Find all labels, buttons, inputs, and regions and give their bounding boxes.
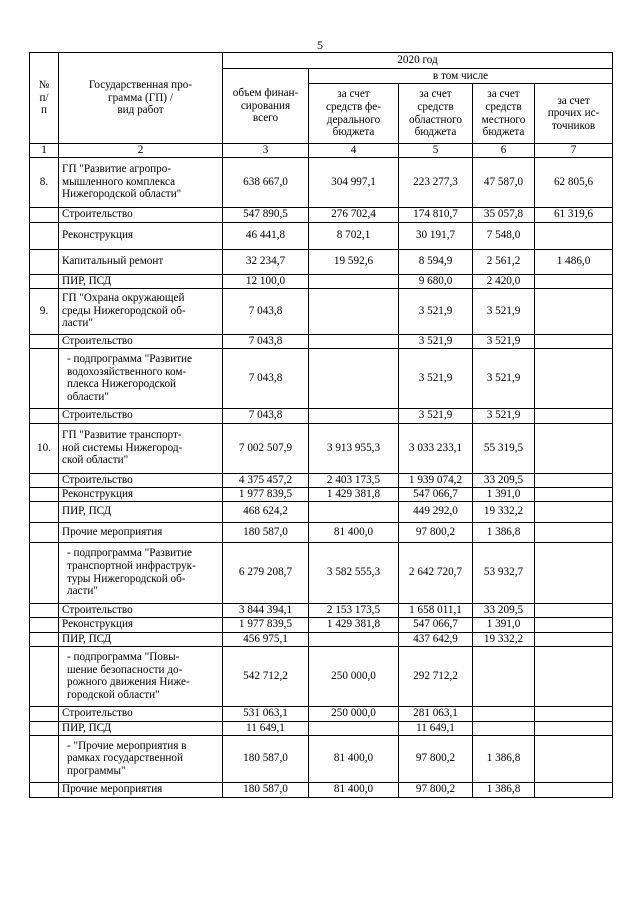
row-number	[30, 542, 59, 603]
header-num: 1	[30, 144, 59, 158]
cell-total: 456 975,1	[223, 632, 309, 646]
row-name: Строительство	[59, 408, 223, 423]
cell-regional: 11 649,1	[399, 721, 473, 735]
header-num: 4	[309, 144, 399, 158]
table-row	[30, 735, 613, 782]
table-row	[30, 334, 613, 348]
cell-other	[535, 274, 613, 288]
cell-other: 62 805,6	[535, 157, 613, 207]
row-number	[30, 617, 59, 632]
cell-total: 12 100,0	[223, 274, 309, 288]
cell-federal	[309, 408, 399, 423]
cell-local: 35 057,8	[473, 207, 535, 222]
header-num: 3	[223, 144, 309, 158]
row-name: ПИР, ПСД	[59, 501, 223, 522]
cell-regional: 1 939 074,2	[399, 473, 473, 487]
page-number: 5	[317, 38, 323, 52]
cell-local: 3 521,9	[473, 334, 535, 348]
row-number	[30, 632, 59, 646]
cell-local: 1 386,8	[473, 522, 535, 542]
cell-regional: 292 712,2	[399, 646, 473, 706]
cell-local	[473, 721, 535, 735]
budget-table	[29, 52, 613, 798]
cell-regional: 30 191,7	[399, 222, 473, 249]
cell-federal: 250 000,0	[309, 706, 399, 721]
cell-local: 1 386,8	[473, 782, 535, 797]
cell-federal: 3 913 955,3	[309, 423, 399, 473]
header-year: 2020 год	[223, 53, 613, 69]
table-row	[30, 423, 613, 473]
cell-regional: 8 594,9	[399, 249, 473, 274]
row-number	[30, 487, 59, 501]
cell-local: 2 561,2	[473, 249, 535, 274]
cell-federal: 1 429 381,8	[309, 617, 399, 632]
row-number	[30, 706, 59, 721]
cell-total: 180 587,0	[223, 735, 309, 782]
row-number: 8.	[30, 157, 59, 207]
cell-other	[535, 646, 613, 706]
cell-local: 1 391,0	[473, 487, 535, 501]
cell-federal: 8 702,1	[309, 222, 399, 249]
cell-other	[535, 473, 613, 487]
cell-total: 7 043,8	[223, 334, 309, 348]
cell-local: 47 587,0	[473, 157, 535, 207]
table-row	[30, 348, 613, 408]
cell-local: 3 521,9	[473, 408, 535, 423]
row-number	[30, 334, 59, 348]
row-number	[30, 646, 59, 706]
table-row	[30, 646, 613, 706]
cell-other	[535, 706, 613, 721]
cell-other	[535, 721, 613, 735]
header-col-regional: за счет средств областного бюджета	[399, 84, 473, 144]
cell-other	[535, 334, 613, 348]
table-row	[30, 249, 613, 274]
header-col-program: Государственная про- грамма (ГП) / вид работ	[59, 53, 223, 144]
cell-total: 11 649,1	[223, 721, 309, 735]
cell-regional: 2 642 720,7	[399, 542, 473, 603]
row-name: Капитальный ремонт	[59, 249, 223, 274]
cell-federal: 1 429 381,8	[309, 487, 399, 501]
cell-total: 180 587,0	[223, 782, 309, 797]
cell-total: 638 667,0	[223, 157, 309, 207]
header-col-other: за счет прочих ис- точников	[535, 84, 613, 144]
cell-total: 32 234,7	[223, 249, 309, 274]
cell-other	[535, 487, 613, 501]
row-number	[30, 348, 59, 408]
cell-federal: 3 582 555,3	[309, 542, 399, 603]
cell-local: 3 521,9	[473, 348, 535, 408]
cell-regional: 3 033 233,1	[399, 423, 473, 473]
cell-federal: 250 000,0	[309, 646, 399, 706]
cell-other	[535, 603, 613, 617]
row-name: ГП "Охрана окружающей среды Нижегородской об- ласти"	[59, 288, 223, 334]
row-name: Строительство	[59, 603, 223, 617]
header-number-row	[30, 144, 613, 158]
table-row	[30, 222, 613, 249]
cell-total: 7 002 507,9	[223, 423, 309, 473]
table-row	[30, 274, 613, 288]
table-row	[30, 721, 613, 735]
cell-local	[473, 646, 535, 706]
cell-regional: 97 800,2	[399, 782, 473, 797]
table-row	[30, 157, 613, 207]
row-number	[30, 222, 59, 249]
cell-federal	[309, 501, 399, 522]
cell-regional: 97 800,2	[399, 522, 473, 542]
table-row	[30, 603, 613, 617]
cell-other	[535, 501, 613, 522]
row-number	[30, 735, 59, 782]
cell-federal: 19 592,6	[309, 249, 399, 274]
row-number: 9.	[30, 288, 59, 334]
cell-local	[473, 706, 535, 721]
cell-other	[535, 735, 613, 782]
cell-other	[535, 348, 613, 408]
header-num: 7	[535, 144, 613, 158]
row-name: Строительство	[59, 473, 223, 487]
table-row	[30, 542, 613, 603]
row-name: Прочие мероприятия	[59, 782, 223, 797]
cell-other	[535, 522, 613, 542]
cell-other	[535, 542, 613, 603]
row-name: Реконструкция	[59, 487, 223, 501]
cell-regional: 281 063,1	[399, 706, 473, 721]
cell-federal: 81 400,0	[309, 735, 399, 782]
cell-local: 55 319,5	[473, 423, 535, 473]
cell-federal: 81 400,0	[309, 782, 399, 797]
cell-regional: 547 066,7	[399, 487, 473, 501]
table-row	[30, 522, 613, 542]
cell-other	[535, 782, 613, 797]
cell-federal: 2 403 173,5	[309, 473, 399, 487]
cell-total: 3 844 394,1	[223, 603, 309, 617]
cell-federal: 304 997,1	[309, 157, 399, 207]
row-number: 10.	[30, 423, 59, 473]
cell-regional: 223 277,3	[399, 157, 473, 207]
cell-total: 1 977 839,5	[223, 617, 309, 632]
row-name: ПИР, ПСД	[59, 274, 223, 288]
header-col-local: за счет средств местного бюджета	[473, 84, 535, 144]
row-number	[30, 721, 59, 735]
cell-regional: 9 680,0	[399, 274, 473, 288]
cell-federal: 81 400,0	[309, 522, 399, 542]
cell-local: 19 332,2	[473, 501, 535, 522]
cell-regional: 3 521,9	[399, 334, 473, 348]
cell-local: 33 209,5	[473, 473, 535, 487]
row-name: Прочие мероприятия	[59, 522, 223, 542]
header-num: 5	[399, 144, 473, 158]
cell-total: 531 063,1	[223, 706, 309, 721]
table-row	[30, 473, 613, 487]
cell-local: 53 932,7	[473, 542, 535, 603]
row-number	[30, 603, 59, 617]
cell-federal	[309, 348, 399, 408]
cell-regional: 174 810,7	[399, 207, 473, 222]
row-name: Строительство	[59, 334, 223, 348]
row-name: Строительство	[59, 706, 223, 721]
cell-total: 1 977 839,5	[223, 487, 309, 501]
cell-regional: 449 292,0	[399, 501, 473, 522]
cell-regional: 3 521,9	[399, 288, 473, 334]
row-name: Реконструкция	[59, 222, 223, 249]
table-row	[30, 782, 613, 797]
cell-regional: 3 521,9	[399, 408, 473, 423]
row-number	[30, 408, 59, 423]
cell-other: 1 486,0	[535, 249, 613, 274]
row-number	[30, 782, 59, 797]
table-row	[30, 207, 613, 222]
cell-total: 6 279 208,7	[223, 542, 309, 603]
row-number	[30, 522, 59, 542]
row-number	[30, 473, 59, 487]
row-name: - "Прочие мероприятия в рамках государственной программы"	[59, 735, 223, 782]
table-row	[30, 617, 613, 632]
row-name: ГП "Развитие транспорт- ной системы Нижегород- ской области"	[59, 423, 223, 473]
table-row	[30, 408, 613, 423]
header-num: 6	[473, 144, 535, 158]
cell-other	[535, 408, 613, 423]
cell-total: 180 587,0	[223, 522, 309, 542]
table-row	[30, 501, 613, 522]
cell-local: 2 420,0	[473, 274, 535, 288]
row-number	[30, 207, 59, 222]
cell-other: 61 319,6	[535, 207, 613, 222]
cell-regional: 1 658 011,1	[399, 603, 473, 617]
cell-other	[535, 288, 613, 334]
row-number	[30, 501, 59, 522]
row-name: - подпрограмма "Повы- шение безопасности до- рожного движения Ниже- городской области"	[59, 646, 223, 706]
header-including: в том числе	[309, 69, 613, 84]
cell-federal	[309, 288, 399, 334]
row-number	[30, 249, 59, 274]
cell-federal: 2 153 173,5	[309, 603, 399, 617]
cell-total: 468 624,2	[223, 501, 309, 522]
table-row	[30, 487, 613, 501]
cell-total: 542 712,2	[223, 646, 309, 706]
row-name: Реконструкция	[59, 617, 223, 632]
cell-local: 7 548,0	[473, 222, 535, 249]
table-row	[30, 288, 613, 334]
cell-other	[535, 423, 613, 473]
cell-total: 46 441,8	[223, 222, 309, 249]
row-number	[30, 274, 59, 288]
header-col-no: № п/ п	[30, 53, 59, 144]
row-name: - подпрограмма "Развитие транспортной инфраструк- туры Нижегородской об- ласти"	[59, 542, 223, 603]
cell-regional: 3 521,9	[399, 348, 473, 408]
table-row	[30, 706, 613, 721]
cell-total: 4 375 457,2	[223, 473, 309, 487]
cell-total: 7 043,8	[223, 408, 309, 423]
cell-federal	[309, 721, 399, 735]
row-name: ПИР, ПСД	[59, 721, 223, 735]
row-name: ПИР, ПСД	[59, 632, 223, 646]
cell-total: 7 043,8	[223, 348, 309, 408]
cell-local: 19 332,2	[473, 632, 535, 646]
cell-regional: 97 800,2	[399, 735, 473, 782]
cell-federal	[309, 334, 399, 348]
cell-federal: 276 702,4	[309, 207, 399, 222]
cell-total: 7 043,8	[223, 288, 309, 334]
cell-total: 547 890,5	[223, 207, 309, 222]
cell-local: 1 386,8	[473, 735, 535, 782]
cell-local: 1 391,0	[473, 617, 535, 632]
header-num: 2	[59, 144, 223, 158]
row-name: - подпрограмма "Развитие водохозяйственного ком- плекса Нижегородской области"	[59, 348, 223, 408]
cell-regional: 437 642,9	[399, 632, 473, 646]
row-name: Строительство	[59, 207, 223, 222]
cell-local: 33 209,5	[473, 603, 535, 617]
cell-federal	[309, 274, 399, 288]
cell-other	[535, 617, 613, 632]
cell-regional: 547 066,7	[399, 617, 473, 632]
cell-federal	[309, 632, 399, 646]
header-col-total: объем финан- сирования всего	[223, 69, 309, 144]
cell-other	[535, 632, 613, 646]
table-row	[30, 632, 613, 646]
row-name: ГП "Развитие агропро- мышленного комплекса Нижегородской области"	[59, 157, 223, 207]
cell-local: 3 521,9	[473, 288, 535, 334]
cell-other	[535, 222, 613, 249]
header-col-federal: за счет средств фе- дерального бюджета	[309, 84, 399, 144]
